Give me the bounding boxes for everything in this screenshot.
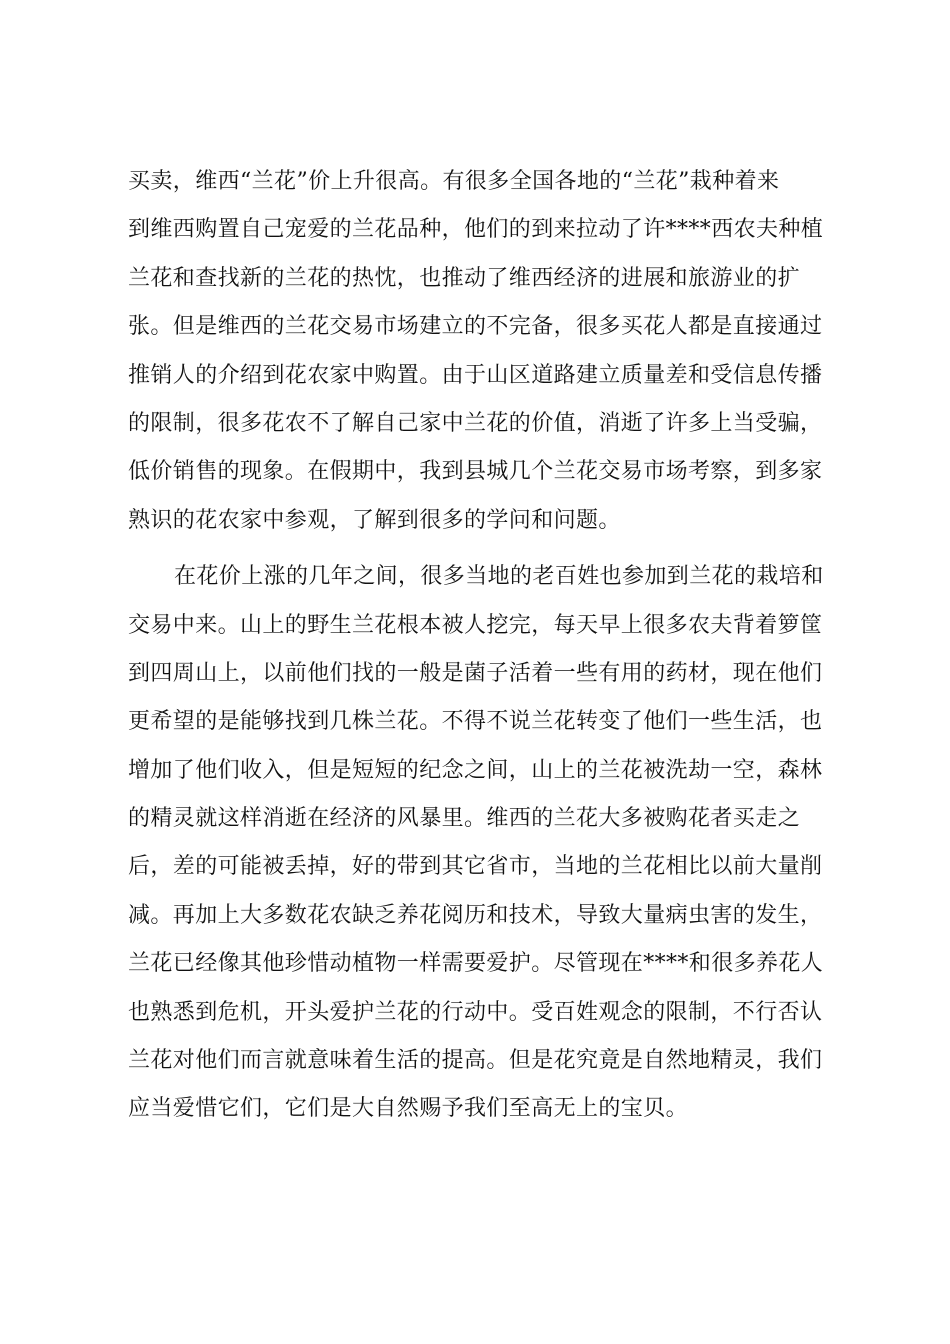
- text-line: 应当爱惜它们，它们是大自然赐予我们至高无上的宝贝。: [128, 1096, 689, 1122]
- text-line: 兰花和查找新的兰花的热忱，也推动了维西经济的进展和旅游业的扩: [128, 265, 801, 291]
- text-line: 到维西购置自己宠爱的兰花品种，他们的到来拉动了许****西农夫种植: [128, 217, 824, 243]
- text-line: 增加了他们收入，但是短短的纪念之间，山上的兰花被洗劫一空，森林: [128, 757, 823, 783]
- paragraph-2: [128, 557, 838, 1129]
- text-line: 熟识的花农家中参观，了解到很多的学问和问题。: [128, 507, 621, 533]
- text-line: 张。但是维西的兰花交易市场建立的不完备，很多买花人都是直接通过: [128, 314, 823, 340]
- text-line: 也熟悉到危机，开头爱护兰花的行动中。受百姓观念的限制，不行否认: [128, 999, 823, 1025]
- text-line: 的精灵就这样消逝在经济的风暴里。维西的兰花大多被购花者买走之: [128, 806, 801, 832]
- document-body: [128, 162, 838, 1138]
- text-line: 买卖，维西“兰花”价上升很高。有很多全国各地的“兰花”栽种着来: [128, 169, 780, 194]
- text-line: 后，差的可能被丢掉，好的带到其它省市，当地的兰花相比以前大量削: [128, 854, 823, 880]
- text-line: 兰花对他们而言就意味着生活的提高。但是花究竟是自然地精灵，我们: [128, 1048, 823, 1074]
- text-line: 低价销售的现象。在假期中，我到县城几个兰花交易市场考察，到多家: [128, 459, 823, 485]
- text-line: 到四周山上，以前他们找的一般是菌子活着一些有用的药材，现在他们: [128, 660, 823, 686]
- text-line: 兰花已经像其他珍惜动植物一样需要爱护。尽管现在****和很多养花人: [128, 951, 824, 977]
- paragraph-spacer: [128, 549, 838, 557]
- text-line: 在花价上涨的几年之间，很多当地的老百姓也参加到兰花的栽培和: [174, 564, 824, 590]
- text-line: 交易中来。山上的野生兰花根本被人挖完，每天早上很多农夫背着箩筐: [128, 612, 823, 638]
- text-line: 更希望的是能够找到几株兰花。不得不说兰花转变了他们一些生活，也: [128, 709, 823, 735]
- text-line: 减。再加上大多数花农缺乏养花阅历和技术，导致大量病虫害的发生，: [128, 902, 823, 928]
- text-line: 的限制，很多花农不了解自己家中兰花的价值，消逝了许多上当受骗，: [128, 410, 823, 436]
- paragraph-1: [128, 162, 838, 541]
- text-line: 推销人的介绍到花农家中购置。由于山区道路建立质量差和受信息传播: [128, 362, 823, 388]
